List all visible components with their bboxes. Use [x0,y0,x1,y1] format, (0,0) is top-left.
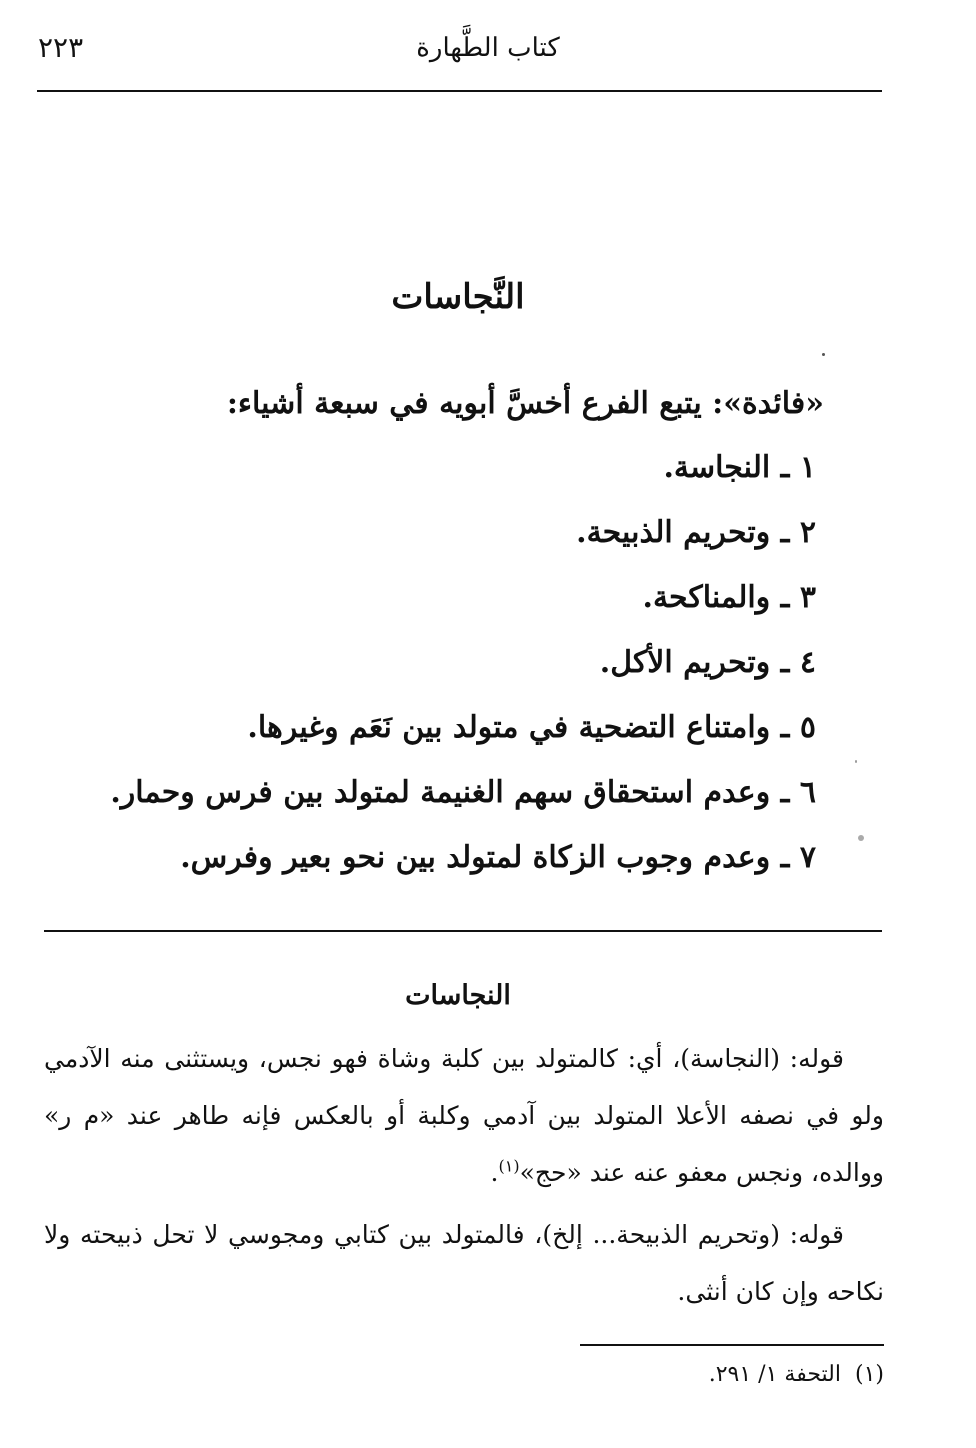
list-item: ٧ ـ وعدم وجوب الزكاة لمتولد بين نحو بعير وفرس. [180,840,816,875]
page-number: ٢٢٣ [38,31,84,64]
paragraph-text: قوله: (النجاسة)، أي: كالمتولد بين كلبة وشاة فهو نجس، ويستثنى منه الآدمي ولو في نصفه الأعلا المتولد بين آدمي وكلبة أو بالعكس فإنه طاهر عند «م ر» ووالده، ونجس معفو عنه عند «حج» [44,1044,884,1187]
footnote [384,1358,884,1392]
commentary-paragraph-2: قوله: (وتحريم الذبيحة... إلخ)، فالمتولد بين كتابي ومجوسي لا تحل ذبيحته ولا نكاحه وإن كان أنثى. [44,1220,884,1306]
header-rule [37,90,882,92]
items-list [96,446,816,901]
footnote-rule [580,1344,884,1346]
list-item: ١ ـ النجاسة. [663,450,816,485]
list-item: ٤ ـ وتحريم الأكل. [599,645,816,680]
commentary-heading: النجاسات [405,980,511,1011]
section-divider [44,930,882,932]
scan-speck [822,353,825,356]
running-title: كتاب الطَّهارة [416,33,560,63]
list-item: ٦ ـ وعدم استحقاق سهم الغنيمة لمتولد بين فرس وحمار. [110,775,816,810]
list-item: ٣ ـ والمناكحة. [642,580,816,615]
intro-note: «فائدة»: يتبع الفرع أخسَّ أبويه في سبعة أشياء: [226,386,824,421]
footnote-number: (١) [854,1362,884,1387]
footnote-text: التحفة ١/ ٢٩١. [708,1362,841,1387]
list-item: ٥ ـ وامتناع التضحية في متولد بين نَعَم وغيرها. [247,710,816,745]
footnote-reference[interactable]: (١) [498,1156,520,1176]
scan-speck [855,760,857,763]
list-item: ٢ ـ وتحريم الذبيحة. [576,515,816,550]
paragraph-end: . [490,1158,499,1187]
commentary-paragraph-1 [44,1030,884,1201]
scan-speck [858,835,864,841]
main-heading: النَّجاسات [391,277,525,317]
